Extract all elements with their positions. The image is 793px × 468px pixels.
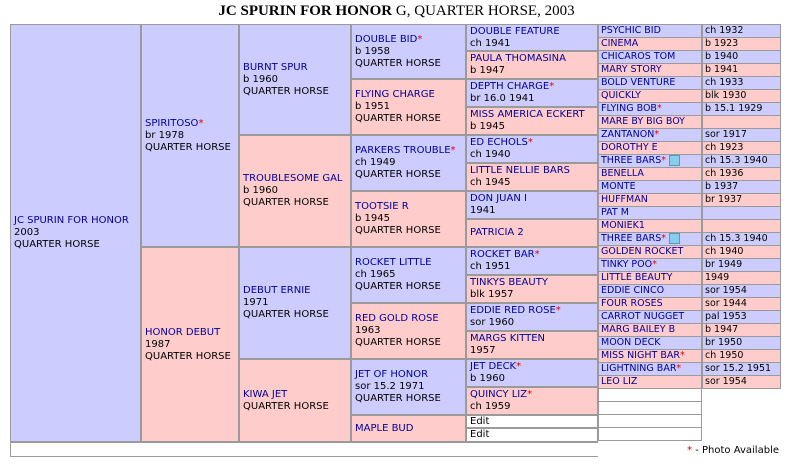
gen4-horse-cell [466,387,598,415]
gen5-horse-cell [598,323,702,337]
horse-breed: QUARTER HORSE [243,400,329,412]
horse-year: b 1945 [470,121,505,132]
gen5-horse-cell [598,141,702,155]
horse-year: b 1945 [355,213,390,224]
gen4-horse-cell [466,275,598,303]
horse-name[interactable]: MARY STORY [601,64,662,75]
horse-name-row [601,233,699,244]
gen5-horse-cell [598,271,702,285]
horse-name-row [601,38,699,49]
horse-name-row [601,168,699,179]
horse-year: ch 1950 [705,350,744,361]
gen5-horse-cell [598,232,702,246]
horse-name-row [601,64,699,75]
gen5-info-cell [702,310,781,324]
horse-year: b 1923 [705,38,739,49]
horse-breed: QUARTER HORSE [355,169,441,180]
horse-name-row [470,53,594,65]
photo-star-icon: * [450,145,456,156]
horse-name-row [601,246,699,257]
gen5-info-cell [702,297,781,311]
gen5-horse-cell [598,24,702,38]
gen4-horse-cell [466,359,598,387]
horse-name[interactable]: QUINCY LIZ [470,389,528,400]
photo-star-icon: * [198,117,204,129]
great-grandparent-cell [351,24,466,79]
gen5-info-cell [702,323,781,337]
horse-name-row [601,311,699,322]
horse-name-row [355,369,462,381]
horse-name-row [355,145,462,157]
gen5-info-cell [702,206,781,220]
edit-cell [466,428,598,442]
horse-name-row [601,324,699,335]
horse-name[interactable]: DOROTHY E [601,142,658,153]
page-title [0,3,793,20]
horse-year: b 1951 [355,101,390,112]
gen5-horse-cell [598,206,702,220]
horse-name[interactable]: CINEMA [601,38,639,49]
gen5-info-cell [702,271,781,285]
horse-name[interactable]: FLYING CHARGE [355,89,435,100]
horse-name-row [470,109,594,121]
gen4-horse-cell [466,135,598,163]
horse-name[interactable]: DOUBLE FEATURE [470,25,560,37]
subject-horse [14,215,137,251]
photo-star-icon: * [527,137,533,148]
gen5-horse-cell [598,128,702,142]
horse-name[interactable]: MARG BAILEY B [601,324,676,335]
photo-star-icon: * [417,33,423,45]
grandparent-cell [239,24,351,135]
horse-name-row [601,181,699,192]
horse-year: sor 1954 [705,285,747,296]
gen5-horse-cell [598,154,702,168]
horse-name-row [470,165,594,177]
gen5-info-cell [702,115,781,129]
photo-star-icon: * [555,305,561,316]
gen5-info-cell [702,193,781,207]
grandparent-cell [239,359,351,442]
horse-name-row [470,227,594,239]
gen4-horse-cell [466,191,598,219]
horse-year: b 1958 [355,45,390,57]
gen5-horse-cell [598,37,702,51]
horse-name-row [470,81,594,93]
horse-name-row [145,118,235,130]
horse-year: ch 15.3 1940 [705,233,768,244]
photo-star-icon: * [516,361,522,372]
horse-name-row [470,137,594,149]
gen5-info-cell [702,102,781,116]
horse-name-row [470,249,594,261]
great-grandparent-cell [351,247,466,303]
horse-name[interactable]: CHICAROS TOM [601,51,676,62]
horse-name[interactable]: MONIEK1 [601,220,645,231]
horse-year: 1987 [145,338,171,350]
horse-name-row [601,103,699,114]
horse-name-row [601,194,699,205]
horse-breed: QUARTER HORSE [243,85,329,97]
horse-year: pal 1953 [705,311,747,322]
horse-name[interactable]: LITTLE NELLIE BARS [470,165,571,176]
gen4-horse-cell [466,303,598,331]
horse-name-row [601,220,699,231]
gen5-horse-cell [598,89,702,103]
edit-cell [466,415,598,428]
horse-year: br 1949 [705,259,743,270]
photo-footnote [687,445,779,456]
gen5-horse-cell [598,245,702,259]
horse-name[interactable]: LITTLE BEAUTY [601,272,673,283]
gen4-horse-cell [466,247,598,275]
sire-cell [141,24,239,247]
horse-year: ch 1951 [470,261,511,272]
gen5-horse-cell [598,102,702,116]
horse-name-row [601,350,699,361]
photo-star-icon: * [534,249,540,260]
horse-year: ch 1923 [705,142,744,153]
horse-year: sor 15.2 1951 [705,363,772,374]
horse-name[interactable]: KIWA JET [243,388,288,400]
horse-name[interactable]: BENELLA [601,168,644,179]
horse-name-row [243,173,347,185]
horse-name[interactable]: PAT M [601,207,629,218]
gen5-info-cell [702,219,781,233]
great-grandparent-cell [351,135,466,191]
horse-name-row [601,116,699,127]
empty-cell [598,401,702,415]
subject-horse-name[interactable]: JC SPURIN FOR HONOR [14,215,129,226]
empty-cell [598,414,702,428]
horse-name[interactable]: PAULA THOMASINA [470,53,566,64]
horse-year: br 1978 [145,129,185,141]
horse-name[interactable]: TINKY POO [601,259,653,270]
horse-name-row [601,298,699,309]
gen5-info-cell [702,141,781,155]
horse-name[interactable]: SPIRITOSO [145,117,199,129]
empty-cell [598,388,702,402]
horse-year: 1957 [470,345,496,356]
horse-name-row [355,34,462,46]
horse-name-row [145,327,235,339]
horse-year: ch 1936 [705,168,744,179]
horse-name[interactable]: HONOR DEBUT [145,326,221,338]
horse-year: 1941 [470,205,496,216]
horse-year: ch 1933 [705,77,744,88]
photo-star-icon: * [661,233,666,244]
photo-star-icon: * [527,389,533,400]
gen4-horse-cell [466,51,598,79]
horse-name[interactable]: THREE BARS [601,155,662,166]
horse-year: br 16.0 1941 [470,93,535,104]
horse-name[interactable]: EDDIE RED ROSE [470,305,556,316]
horse-name[interactable]: DEBUT ERNIE [243,285,311,296]
horse-year: b 15.1 1929 [705,103,763,114]
horse-breed: QUARTER HORSE [145,350,231,362]
gen4-horse-cell [466,79,598,107]
horse-name[interactable]: FOUR ROSES [601,298,663,309]
horse-year: b 1941 [705,64,739,75]
horse-name[interactable]: ROCKET BAR [470,249,535,260]
horse-name-row [355,89,462,101]
photo-star-icon: * [679,350,685,361]
horse-name-row [355,257,462,269]
horse-year: ch 1940 [470,149,511,160]
horse-name-row [601,51,699,62]
horse-name-row [601,142,699,153]
horse-name[interactable]: DEPTH CHARGE [470,81,550,92]
horse-name-row [601,25,699,36]
horse-name-row [601,155,699,166]
gen4-horse-cell [466,163,598,191]
edit-link[interactable]: Edit [470,429,490,440]
horse-name-row [470,193,594,205]
gen5-horse-cell [598,115,702,129]
horse-year: b 1937 [705,181,739,192]
horse-name[interactable]: DON JUAN I [470,193,527,204]
subject-horse-cell [10,24,141,442]
horse-name-row [470,333,594,345]
horse-year: ch 1940 [705,246,744,257]
horse-breed: QUARTER HORSE [355,281,441,292]
gen5-info-cell [702,63,781,77]
gen5-horse-cell [598,167,702,181]
gen5-info-cell [702,154,781,168]
horse-year: b 1940 [705,51,739,62]
horse-name-row [601,272,699,283]
horse-breed: QUARTER HORSE [355,57,441,69]
gen5-horse-cell [598,180,702,194]
grandparent-cell [239,135,351,247]
horse-name-row [601,285,699,296]
horse-name[interactable]: TOOTSIE R [355,201,409,212]
horse-name[interactable]: PARKERS TROUBLE [355,145,451,156]
horse-name-row [355,423,462,435]
horse-name-row [601,90,699,101]
photo-thumbnail-icon[interactable] [669,233,680,244]
horse-name[interactable]: GOLDEN ROCKET [601,246,684,257]
horse-name[interactable]: MISS NIGHT BAR [601,350,680,361]
horse-name[interactable]: BOLD VENTURE [601,77,676,88]
horse-name[interactable]: PSYCHIC BID [601,25,661,36]
horse-breed: QUARTER HORSE [355,393,441,404]
horse-name[interactable]: DOUBLE BID [355,33,418,45]
gen5-info-cell [702,349,781,363]
gen5-horse-cell [598,349,702,363]
horse-year: 1971 [243,297,269,308]
gen5-horse-cell [598,193,702,207]
gen5-horse-cell [598,310,702,324]
horse-name[interactable]: MOON DECK [601,337,661,348]
horse-name-row [470,389,594,401]
gen5-info-cell [702,375,781,389]
gen5-info-cell [702,89,781,103]
horse-name[interactable]: MONTE [601,181,636,192]
gen5-info-cell [702,128,781,142]
horse-name[interactable]: HUFFMAN [601,194,648,205]
horse-year: b 1960 [243,185,278,196]
horse-name[interactable]: MISS AMERICA ECKERT [470,109,585,120]
great-grandparent-cell [351,415,466,442]
gen5-horse-cell [598,258,702,272]
gen5-info-cell [702,245,781,259]
horse-name[interactable]: MAPLE BUD [355,422,414,434]
gen4-horse-cell [466,24,598,51]
horse-name-row [601,363,699,374]
horse-name-row [601,259,699,270]
horse-year: sor 15.2 1971 [355,381,425,392]
horse-name[interactable]: MARGS KITTEN [470,333,546,344]
gen5-horse-cell [598,297,702,311]
horse-name[interactable]: EDDIE CINCO [601,285,665,296]
photo-star-icon: * [676,363,682,374]
horse-name[interactable]: PATRICIA 2 [470,227,524,238]
horse-name[interactable]: LIGHTNING BAR [601,363,677,374]
horse-breed: QUARTER HORSE [355,113,441,124]
gen5-info-cell [702,232,781,246]
horse-year: ch 15.3 1940 [705,155,768,166]
horse-name-row [243,285,347,297]
gen5-horse-cell [598,219,702,233]
great-grandparent-cell [351,359,466,415]
gen5-horse-cell [598,50,702,64]
horse-year: sor 1960 [470,317,515,328]
horse-name[interactable]: MARE BY BIG BOY [601,116,685,127]
title-description: G, QUARTER HORSE, 2003 [392,3,575,19]
horse-breed: QUARTER HORSE [243,197,329,208]
horse-name[interactable]: ZANTANON [601,129,655,140]
gen4-horse-cell [466,107,598,135]
horse-name-row [601,77,699,88]
horse-year: ch 1959 [470,401,511,412]
horse-year: blk 1930 [705,90,747,101]
horse-breed: QUARTER HORSE [355,337,441,348]
horse-name-row [601,376,699,387]
gen4-horse-cell [466,331,598,359]
gen5-info-cell [702,336,781,350]
dam-cell [141,247,239,442]
gen5-horse-cell [598,284,702,298]
gen5-horse-cell [598,76,702,90]
gen4-horse-cell [466,219,598,247]
horse-name-row [470,305,594,317]
horse-year: sor 1954 [705,376,747,387]
horse-name-row [601,207,699,218]
photo-star-icon: * [661,155,666,166]
footnote-star: * [687,445,693,456]
great-grandparent-cell [351,79,466,135]
gen5-horse-cell [598,375,702,389]
horse-year: b 1947 [470,65,505,76]
edit-link[interactable]: Edit [470,416,490,427]
horse-name[interactable]: BURNT SPUR [243,61,308,73]
gen5-info-cell [702,258,781,272]
horse-year: ch 1941 [470,37,511,49]
horse-name-row [470,277,594,289]
horse-name[interactable]: LEO LIZ [601,376,638,387]
gen5-info-cell [702,37,781,51]
horse-name-row [243,62,347,74]
horse-name[interactable]: ED ECHOLS [470,137,528,148]
gen5-info-cell [702,180,781,194]
gen5-info-cell [702,362,781,376]
subject-name-row [14,215,137,227]
horse-year: ch 1945 [470,177,511,188]
title-horse-name: JC SPURIN FOR HONOR [218,3,393,19]
horse-year: blk 1957 [470,289,514,300]
gen5-horse-cell [598,63,702,77]
horse-year: ch 1949 [355,157,396,168]
horse-name[interactable]: CARROT NUGGET [601,311,685,322]
horse-year: 1949 [705,272,730,283]
horse-name[interactable]: TROUBLESOME GAL [243,173,343,184]
grandparent-cell [239,247,351,359]
horse-name[interactable]: ROCKET LITTLE [355,257,432,268]
horse-name[interactable]: RED GOLD ROSE [355,313,439,324]
horse-breed: QUARTER HORSE [243,309,329,320]
horse-name-row [355,201,462,213]
great-grandparent-cell [351,303,466,359]
horse-year: br 1937 [705,194,743,205]
gen5-info-cell [702,24,781,38]
horse-name-row [470,361,594,373]
horse-name[interactable]: QUICKLY [601,90,641,101]
horse-name[interactable]: JET OF HONOR [355,369,429,380]
horse-name[interactable]: FLYING BOB [601,103,657,114]
horse-year: b 1947 [705,324,739,335]
horse-name[interactable]: JET DECK [470,361,517,372]
horse-year: sor 1917 [705,129,747,140]
horse-year: ch 1932 [705,25,744,36]
bottom-row [10,442,598,457]
gen5-horse-cell [598,362,702,376]
horse-name-row [355,313,462,325]
gen5-info-cell [702,50,781,64]
great-grandparent-cell [351,191,466,247]
horse-year: sor 1944 [705,298,747,309]
horse-name[interactable]: THREE BARS [601,233,662,244]
photo-star-icon: * [654,129,660,140]
photo-star-icon: * [656,103,662,114]
subject-horse-breed: QUARTER HORSE [14,239,100,250]
horse-breed: QUARTER HORSE [145,141,231,153]
gen5-info-cell [702,284,781,298]
gen5-info-cell [702,167,781,181]
subject-horse-year: 2003 [14,227,40,238]
horse-name[interactable]: TINKYS BEAUTY [470,277,548,288]
horse-breed: QUARTER HORSE [355,225,441,236]
horse-year: b 1960 [243,73,278,85]
photo-star-icon: * [652,259,657,270]
footnote-text: - Photo Available [692,445,779,456]
empty-cell [598,427,702,441]
horse-name-row [601,129,699,140]
horse-name-row [470,26,594,38]
horse-year: ch 1965 [355,269,396,280]
photo-thumbnail-icon[interactable] [669,155,680,166]
photo-star-icon: * [549,81,555,92]
gen5-horse-cell [598,336,702,350]
horse-name-row [601,337,699,348]
horse-year: b 1960 [470,373,505,384]
horse-year: 1963 [355,325,381,336]
horse-name-row [243,389,347,401]
horse-year: br 1950 [705,337,743,348]
gen5-info-cell [702,76,781,90]
